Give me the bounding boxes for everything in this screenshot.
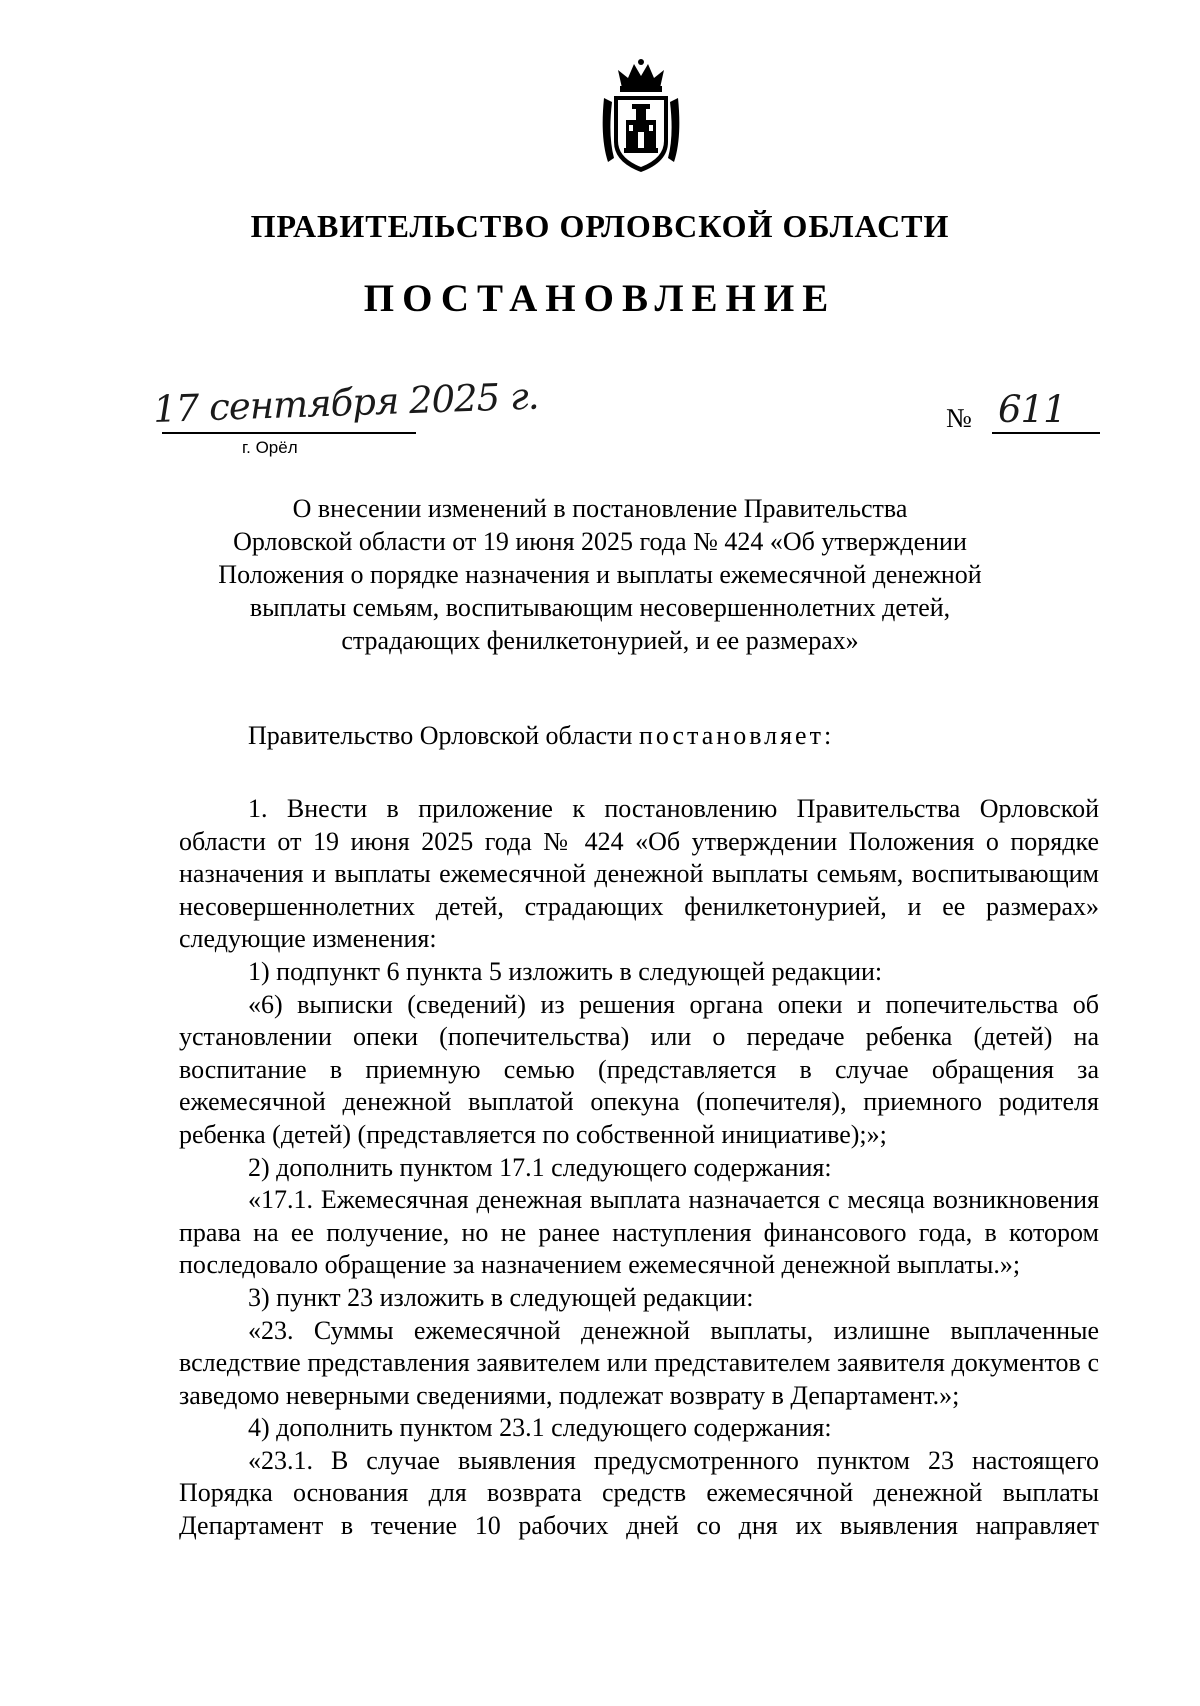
- paragraph-item-1: 1. Внести в приложение к постановлению Правительства Орловской области от 19 июня 2025 года № 424 «Об утверждении Положения о порядке назначения и выплаты ежемесячной денежной выплаты семьям, воспитывающим несовершеннолетних детей, страдающих фенилкетонурией, и ее размерах» следующие изменения:: [179, 794, 1099, 954]
- paragraph-subitem-4: 4) дополнить пунктом 23.1 следующего содержания:: [248, 1413, 832, 1443]
- government-title: ПРАВИТЕЛЬСТВО ОРЛОВСКОЙ ОБЛАСТИ: [250, 208, 950, 244]
- document-type-title: ПОСТАНОВЛЕНИЕ: [363, 277, 837, 320]
- document-subject: [210, 492, 990, 657]
- paragraph-subitem-2: 2) дополнить пунктом 17.1 следующего содержания:: [248, 1152, 832, 1182]
- subject-line: О внесении изменений в постановление Правительства: [292, 494, 908, 523]
- preamble-text: Правительство Орловской области: [248, 721, 633, 750]
- subject-line: Орловской области от 19 июня 2025 года № 424 «Об утверждении: [233, 527, 967, 556]
- handwritten-document-number: 611: [998, 388, 1066, 431]
- handwritten-date: 17 сентября 2025 г.: [152, 374, 540, 431]
- subject-line: страдающих фенилкетонурией, и ее размерах»: [341, 626, 859, 655]
- preamble: [248, 721, 834, 751]
- date-underline: [162, 432, 416, 434]
- number-underline: [992, 432, 1100, 434]
- paragraph-subitem-3: 3) пункт 23 изложить в следующей редакции:: [248, 1282, 754, 1312]
- document-body: [179, 793, 1099, 1543]
- coat-of-arms-emblem: [598, 58, 684, 178]
- city-label: г. Орёл: [242, 438, 298, 457]
- paragraph-subitem-1: 1) подпункт 6 пункта 5 изложить в следующей редакции:: [248, 956, 883, 986]
- subject-line: выплаты семьям, воспитывающим несовершеннолетних детей,: [249, 593, 951, 622]
- number-sign: №: [946, 403, 972, 433]
- paragraph-quote-6: «6) выписки (сведений) из решения органа опеки и попечительства об установлении опеки (попечительства) или о передаче ребенка (детей) на воспитание в приемную семью (представляется в случае обращения за ежемесячной денежной выплатой опекуна (попечителя), приемного родителя ребенка (детей) (представляется по собственной инициативе);»;: [179, 989, 1099, 1149]
- preamble-resolves: постановляет:: [638, 721, 835, 750]
- paragraph-quote-23: «23. Суммы ежемесячной денежной выплаты, излишне выплаченные вследствие представления заявителем или представителем заявителя документов с заведомо неверными сведениями, подлежат возврату в Департамент.»;: [179, 1315, 1099, 1410]
- paragraph-quote-23-1: «23.1. В случае выявления предусмотренного пунктом 23 настоящего Порядка основания для возврата средств ежемесячной денежной выплаты Департамент в течение 10 рабочих дней со дня их выявления направляет: [179, 1445, 1099, 1541]
- paragraph-quote-17-1: «17.1. Ежемесячная денежная выплата назначается с месяца возникновения права на ее получение, но не ранее наступления финансового года, в котором последовало обращение за назначением ежемесячной денежной выплаты.»;: [179, 1185, 1099, 1280]
- subject-line: Положения о порядке назначения и выплаты ежемесячной денежной: [218, 560, 982, 589]
